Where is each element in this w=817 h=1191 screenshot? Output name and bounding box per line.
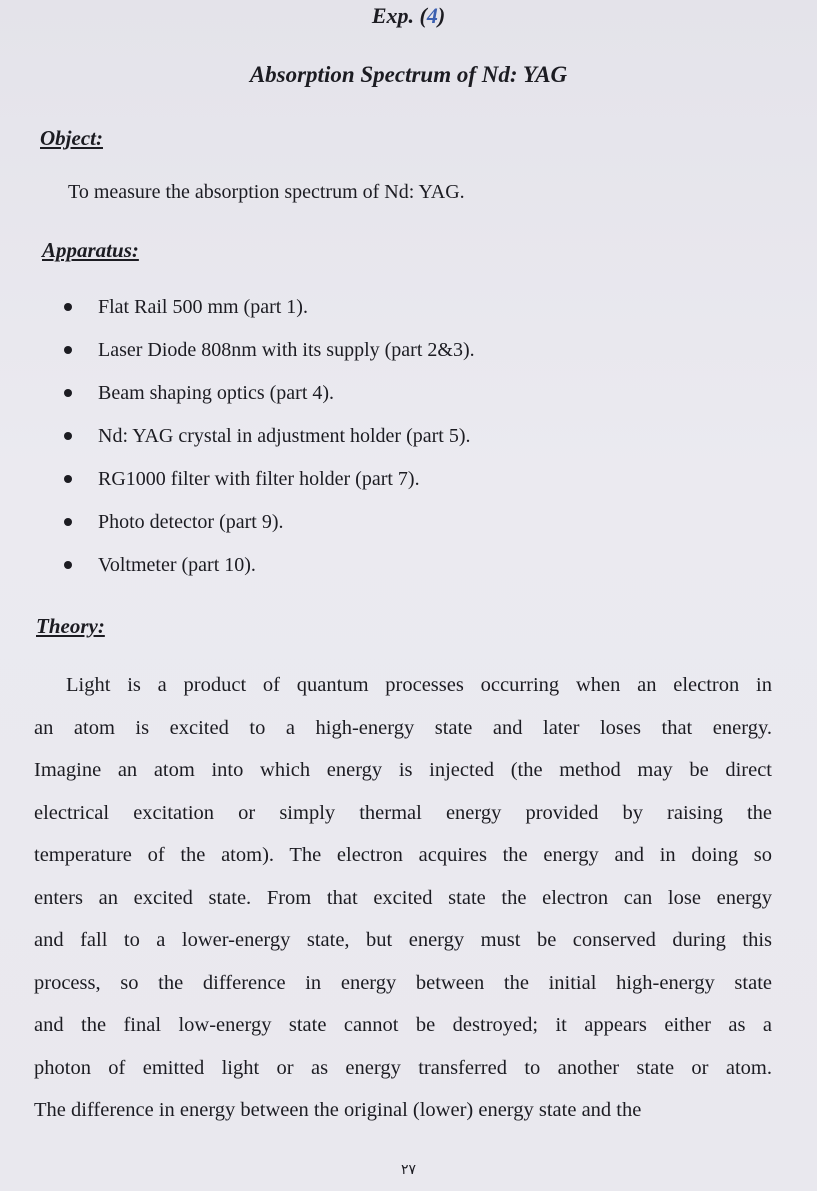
apparatus-list — [64, 293, 475, 594]
theory-line: The difference in energy between the original (lower) energy state and the — [34, 1099, 642, 1121]
list-item — [64, 379, 475, 422]
bullet-icon — [64, 432, 72, 440]
apparatus-item-text: Voltmeter (part 10). — [98, 554, 256, 576]
bullet-icon — [64, 518, 72, 526]
theory-line: and the final low-energy state cannot be destroyed; it appears either as a — [34, 1014, 772, 1036]
apparatus-heading: Apparatus: — [42, 238, 139, 262]
theory-line: Light is a product of quantum processes occurring when an electron in — [66, 674, 772, 696]
theory-line: and fall to a lower-energy state, but energy must be conserved during this — [34, 929, 772, 951]
theory-line: Imagine an atom into which energy is injected (the method may be direct — [34, 759, 772, 781]
exp-close: ) — [437, 3, 446, 28]
apparatus-item-text: Photo detector (part 9). — [98, 511, 284, 533]
apparatus-item-text: Laser Diode 808nm with its supply (part 2&3). — [98, 339, 475, 361]
bullet-icon — [64, 389, 72, 397]
exp-label: Exp. ( — [371, 3, 427, 28]
list-item — [64, 293, 475, 336]
apparatus-item-text: Beam shaping optics (part 4). — [98, 382, 335, 404]
theory-heading: Theory: — [36, 614, 105, 638]
object-text: To measure the absorption spectrum of Nd: YAG. — [68, 181, 465, 203]
object-heading: Object: — [40, 126, 103, 150]
apparatus-item-text: RG1000 filter with filter holder (part 7). — [98, 468, 420, 490]
document-title: Absorption Spectrum of Nd: YAG — [249, 62, 568, 87]
exp-number-value: 4 — [426, 3, 438, 28]
list-item — [64, 551, 475, 594]
page-number: ٢٧ — [400, 1162, 417, 1178]
bullet-icon — [64, 303, 72, 311]
list-item — [64, 465, 475, 508]
theory-line: process, so the difference in energy between the initial high-energy state — [34, 971, 772, 994]
bullet-icon — [64, 475, 72, 483]
apparatus-item-text: Nd: YAG crystal in adjustment holder (part 5). — [98, 425, 471, 447]
theory-line: enters an excited state. From that excited state the electron can lose energy — [34, 886, 772, 909]
list-item — [64, 508, 475, 551]
theory-line: temperature of the atom). The electron acquires the energy and in doing so — [34, 844, 772, 866]
list-item — [64, 336, 475, 379]
theory-paragraph — [34, 664, 772, 1132]
list-item — [64, 422, 475, 465]
experiment-number — [0, 3, 817, 29]
theory-line: photon of emitted light or as energy transferred to another state or atom. — [34, 1056, 772, 1079]
theory-line: an atom is excited to a high-energy state and later loses that energy. — [34, 716, 772, 739]
theory-line: electrical excitation or simply thermal energy provided by raising the — [34, 801, 772, 824]
bullet-icon — [64, 346, 72, 354]
bullet-icon — [64, 561, 72, 569]
apparatus-item-text: Flat Rail 500 mm (part 1). — [98, 296, 308, 318]
